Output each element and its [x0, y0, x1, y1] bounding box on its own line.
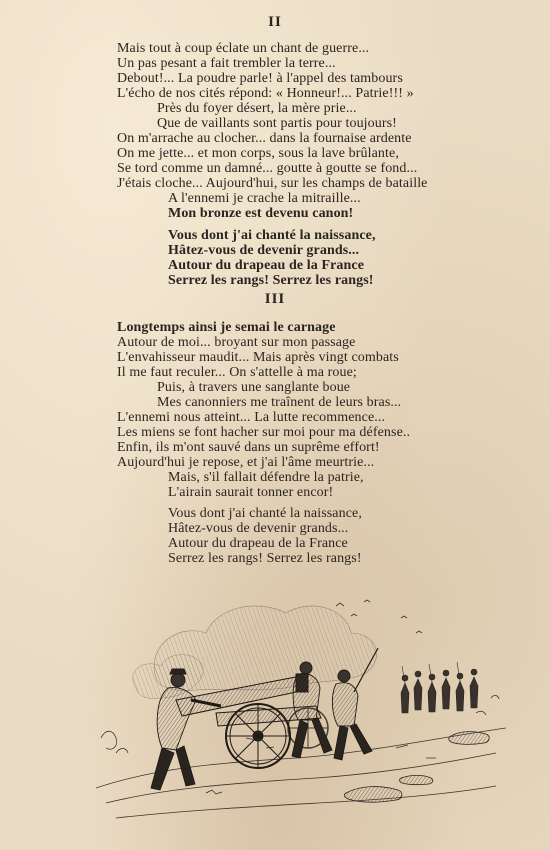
artillery-illustration	[96, 588, 506, 828]
verse-line: J'étais cloche... Aujourd'hui, sur les champs de bataille	[117, 176, 428, 191]
refrain-line: Serrez les rangs! Serrez les rangs!	[168, 551, 362, 566]
refrain-line: Autour du drapeau de la France	[168, 258, 365, 273]
verse-line: Mais, s'il fallait défendre la patrie,	[168, 470, 364, 485]
distant-troops	[401, 662, 478, 713]
verse-line: Longtemps ainsi je semai le carnage	[117, 320, 336, 335]
verse-line: Debout!... La poudre parle! à l'appel des tambours	[117, 71, 403, 86]
verse-line: A l'ennemi je crache la mitraille...	[168, 191, 361, 206]
refrain-line: Hâtez-vous de devenir grands...	[168, 243, 360, 258]
verse-line: Se tord comme un damné... goutte à goutte se fond...	[117, 161, 418, 176]
verse-line: Mes canonniers me traînent de leurs bras...	[157, 395, 402, 410]
verse-line: Les miens se font hacher sur moi pour ma défense..	[117, 425, 411, 440]
verse-line: L'envahisseur maudit... Mais après vingt combats	[117, 350, 399, 365]
verse-line: Mais tout à coup éclate un chant de guerre...	[117, 41, 370, 56]
verse-line: Puis, à travers une sanglante boue	[157, 380, 351, 395]
verse-line: Que de vaillants sont partis pour toujours!	[157, 116, 397, 131]
verse-line: On m'arrache au clocher... dans la fournaise ardente	[117, 131, 412, 146]
cannon-wheel	[226, 704, 290, 768]
verse-line: Autour de moi... broyant sur mon passage	[117, 335, 356, 350]
refrain-line: Autour du drapeau de la France	[168, 536, 348, 551]
verse-line: L'airain saurait tonner encor!	[168, 485, 334, 500]
verse-line: L'ennemi nous atteint... La lutte recommence...	[117, 410, 386, 425]
refrain-line: Vous dont j'ai chanté la naissance,	[168, 506, 362, 521]
page-number: II	[268, 14, 282, 30]
verse-line: Près du foyer désert, la mère prie...	[157, 101, 357, 116]
verse-line: Mon bronze est devenu canon!	[168, 206, 354, 221]
verse-line: Enfin, ils m'ont sauvé dans un suprême effort!	[117, 440, 380, 455]
refrain-line: Serrez les rangs! Serrez les rangs!	[168, 273, 374, 288]
refrain-line: Hâtez-vous de devenir grands...	[168, 521, 349, 536]
refrain-line: Vous dont j'ai chanté la naissance,	[168, 228, 376, 243]
section-heading: III	[264, 291, 286, 307]
verse-line: On me jette... et mon corps, sous la lave brûlante,	[117, 146, 399, 161]
verse-line: Aujourd'hui je repose, et j'ai l'âme meurtrie...	[117, 455, 375, 470]
verse-line: L'écho de nos cités répond: « Honneur!... Patrie!!! »	[117, 86, 414, 101]
verse-line: Il me faut reculer... On s'attelle à ma roue;	[117, 365, 357, 380]
verse-line: Un pas pesant a fait trembler la terre...	[117, 56, 336, 71]
